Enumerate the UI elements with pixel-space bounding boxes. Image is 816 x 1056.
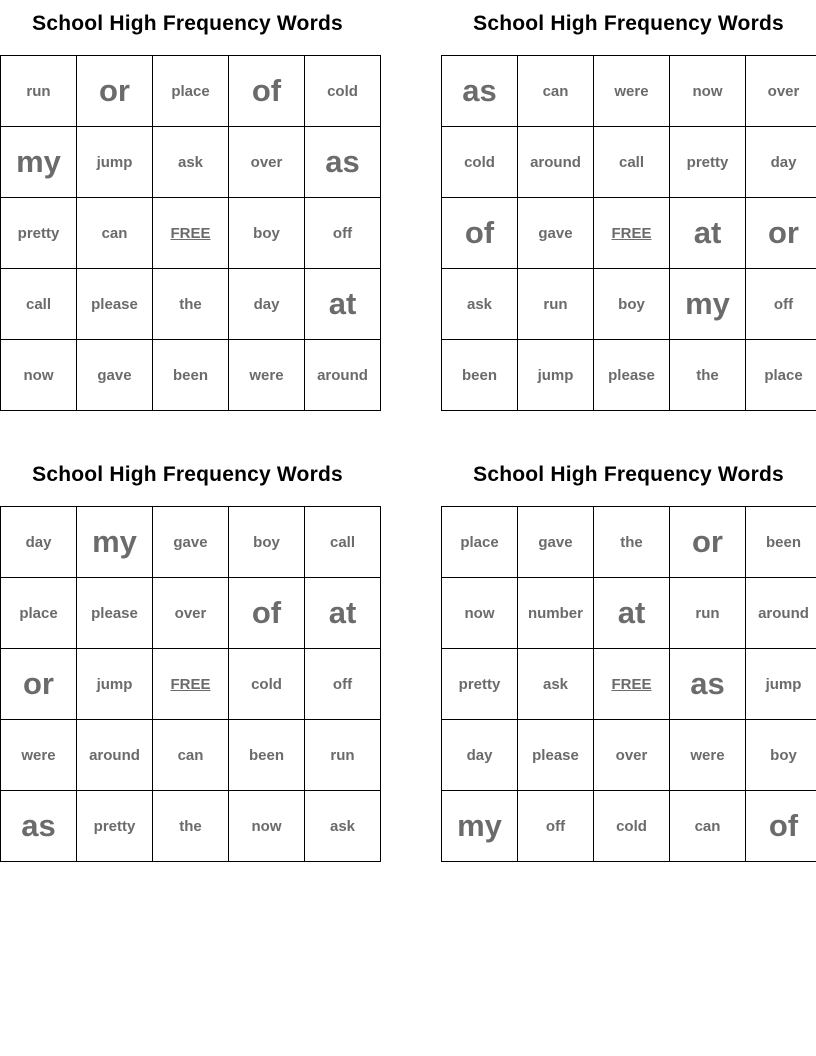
word-cell: over [229, 127, 305, 198]
word-cell: over [153, 578, 229, 649]
word-cell: were [1, 720, 77, 791]
word-cell: run [518, 269, 594, 340]
word-cell: day [442, 720, 518, 791]
word-cell: now [670, 56, 746, 127]
word-cell: can [518, 56, 594, 127]
word-cell: call [1, 269, 77, 340]
word-cell: been [229, 720, 305, 791]
word-cell: my [442, 791, 518, 862]
word-cell: at [305, 578, 381, 649]
grid-row [1, 720, 381, 791]
grid-row [442, 507, 816, 578]
grid-row [1, 56, 381, 127]
word-cell: boy [594, 269, 670, 340]
word-cell: were [229, 340, 305, 411]
free-space-cell: FREE [594, 649, 670, 720]
grid-row [442, 198, 816, 269]
grid-row [442, 720, 816, 791]
card-title: School High Frequency Words [32, 12, 343, 35]
word-cell: ask [518, 649, 594, 720]
word-cell: ask [442, 269, 518, 340]
word-cell: place [1, 578, 77, 649]
bingo-grid [0, 55, 381, 411]
word-cell: now [1, 340, 77, 411]
word-cell: of [229, 578, 305, 649]
word-cell: please [518, 720, 594, 791]
word-cell: day [1, 507, 77, 578]
word-cell: jump [746, 649, 816, 720]
word-cell: over [746, 56, 816, 127]
word-cell: the [594, 507, 670, 578]
word-cell: jump [77, 127, 153, 198]
grid-row [442, 269, 816, 340]
word-cell: of [442, 198, 518, 269]
word-cell: around [746, 578, 816, 649]
word-cell: cold [594, 791, 670, 862]
word-cell: run [305, 720, 381, 791]
bingo-grid [441, 506, 816, 862]
word-cell: jump [518, 340, 594, 411]
card-title: School High Frequency Words [32, 463, 343, 486]
word-cell: now [229, 791, 305, 862]
grid-row [442, 578, 816, 649]
word-cell: over [594, 720, 670, 791]
word-cell: or [670, 507, 746, 578]
word-cell: my [1, 127, 77, 198]
word-cell: off [518, 791, 594, 862]
word-cell: ask [305, 791, 381, 862]
word-cell: place [442, 507, 518, 578]
bingo-grid [0, 506, 381, 862]
grid-row [1, 269, 381, 340]
word-cell: pretty [77, 791, 153, 862]
word-cell: my [77, 507, 153, 578]
grid-row [442, 340, 816, 411]
word-cell: been [153, 340, 229, 411]
word-cell: as [670, 649, 746, 720]
word-cell: please [77, 578, 153, 649]
grid-row [1, 507, 381, 578]
word-cell: please [77, 269, 153, 340]
word-cell: off [746, 269, 816, 340]
word-cell: of [746, 791, 816, 862]
word-cell: been [442, 340, 518, 411]
word-cell: now [442, 578, 518, 649]
grid-row [1, 127, 381, 198]
word-cell: number [518, 578, 594, 649]
grid-row [1, 649, 381, 720]
grid-row [1, 578, 381, 649]
word-cell: day [746, 127, 816, 198]
word-cell: call [594, 127, 670, 198]
word-cell: boy [746, 720, 816, 791]
word-cell: ask [153, 127, 229, 198]
card-title: School High Frequency Words [473, 12, 784, 35]
grid-row [1, 340, 381, 411]
word-cell: the [670, 340, 746, 411]
word-cell: or [746, 198, 816, 269]
word-cell: been [746, 507, 816, 578]
word-cell: boy [229, 198, 305, 269]
word-cell: cold [229, 649, 305, 720]
word-cell: pretty [670, 127, 746, 198]
word-cell: as [442, 56, 518, 127]
word-cell: call [305, 507, 381, 578]
grid-row [442, 127, 816, 198]
word-cell: gave [77, 340, 153, 411]
word-cell: can [670, 791, 746, 862]
word-cell: place [746, 340, 816, 411]
bingo-grid [441, 55, 816, 411]
free-space-cell: FREE [594, 198, 670, 269]
grid-row [1, 198, 381, 269]
word-cell: as [1, 791, 77, 862]
word-cell: can [77, 198, 153, 269]
word-cell: around [77, 720, 153, 791]
free-space-cell: FREE [153, 198, 229, 269]
word-cell: day [229, 269, 305, 340]
word-cell: cold [305, 56, 381, 127]
word-cell: pretty [442, 649, 518, 720]
word-cell: gave [518, 198, 594, 269]
grid-row [1, 791, 381, 862]
word-cell: were [594, 56, 670, 127]
word-cell: were [670, 720, 746, 791]
word-cell: my [670, 269, 746, 340]
word-cell: around [518, 127, 594, 198]
grid-row [442, 56, 816, 127]
word-cell: can [153, 720, 229, 791]
word-cell: run [670, 578, 746, 649]
free-space-cell: FREE [153, 649, 229, 720]
word-cell: cold [442, 127, 518, 198]
word-cell: gave [518, 507, 594, 578]
word-cell: jump [77, 649, 153, 720]
grid-row [442, 649, 816, 720]
word-cell: or [1, 649, 77, 720]
word-cell: pretty [1, 198, 77, 269]
word-cell: off [305, 198, 381, 269]
word-cell: boy [229, 507, 305, 578]
word-cell: gave [153, 507, 229, 578]
grid-row [442, 791, 816, 862]
word-cell: the [153, 791, 229, 862]
card-title: School High Frequency Words [473, 463, 784, 486]
word-cell: around [305, 340, 381, 411]
word-cell: please [594, 340, 670, 411]
word-cell: or [77, 56, 153, 127]
word-cell: off [305, 649, 381, 720]
word-cell: at [594, 578, 670, 649]
word-cell: at [305, 269, 381, 340]
word-cell: as [305, 127, 381, 198]
word-cell: of [229, 56, 305, 127]
word-cell: the [153, 269, 229, 340]
word-cell: place [153, 56, 229, 127]
word-cell: at [670, 198, 746, 269]
word-cell: run [1, 56, 77, 127]
